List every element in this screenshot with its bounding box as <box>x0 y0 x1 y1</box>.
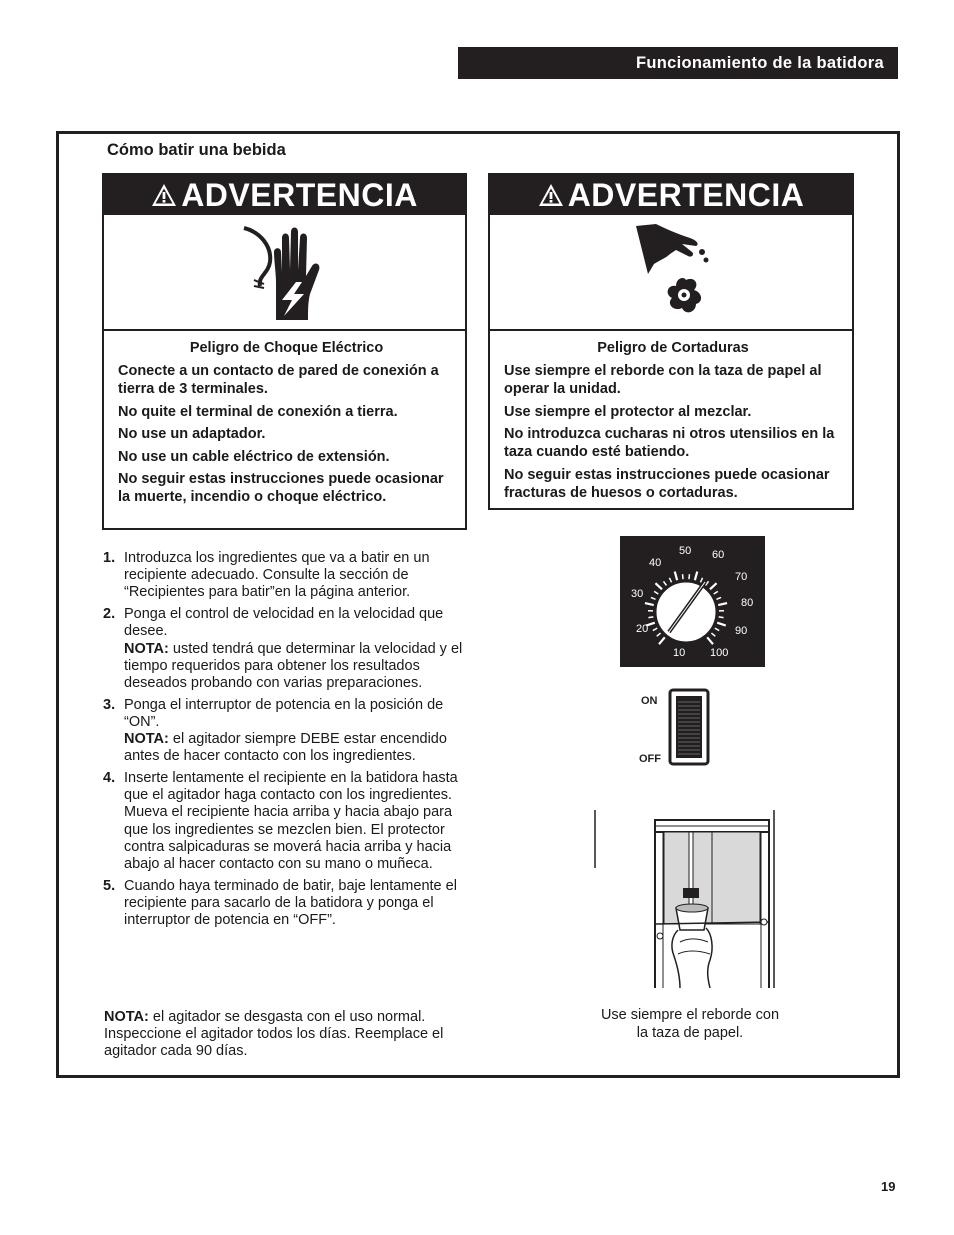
dial-label: 60 <box>712 549 725 561</box>
warning-triangle-icon <box>151 183 177 207</box>
dial-tick <box>645 603 654 605</box>
dial-tick <box>651 597 656 599</box>
note-text: el agitador siempre DEBE estar encendido antes de hacer contacto con los ingredientes. <box>124 731 447 765</box>
dial-label: 30 <box>631 588 644 600</box>
warning-box-electric <box>102 173 467 530</box>
mixer-illustration <box>588 808 778 992</box>
switch-off-label: OFF <box>639 753 661 765</box>
dial-tick <box>664 581 667 585</box>
dial-label: 90 <box>735 625 748 637</box>
final-note <box>104 1009 474 1061</box>
warning-pictogram-area <box>490 215 852 331</box>
cut-hazard-blade-icon <box>616 220 726 324</box>
dial-label: 40 <box>649 557 662 569</box>
section-header-bar <box>458 47 898 79</box>
dial-tick <box>717 623 726 626</box>
section-header-title: Funcionamiento de la batidora <box>636 53 884 72</box>
section-title: Cómo batir una bebida <box>107 141 286 159</box>
warning-body <box>104 331 465 517</box>
dial-tick <box>669 578 671 582</box>
note-text: usted tendrá que determinar la velocidad y el tiempo requeridos para obtener los resultados deseados probando con varias preparaciones. <box>124 640 463 691</box>
dial-tick <box>710 583 717 589</box>
warning-line: No use un cable eléctrico de extensión. <box>118 448 390 465</box>
speed-dial-illustration <box>620 536 765 667</box>
warning-line: No quite el terminal de conexión a tierra. <box>118 403 398 420</box>
warning-title: Peligro de Cortaduras <box>597 340 749 356</box>
warning-line: Use siempre el reborde con la taza de papel al operar la unidad. <box>504 363 822 397</box>
power-switch-illustration <box>636 686 716 772</box>
dial-knob <box>657 583 715 641</box>
dial-tick <box>700 578 702 582</box>
warning-box-cut <box>488 173 854 510</box>
dial-tick <box>659 637 665 644</box>
instruction-steps <box>103 550 463 934</box>
dial-tick <box>695 572 697 581</box>
dial-tick <box>657 633 661 636</box>
dial-tick <box>719 617 724 618</box>
warning-line: Conecte a un contacto de pared de conexión a tierra de 3 terminales. <box>118 363 439 397</box>
note-text: el agitador se desgasta con el uso normal. Inspeccione el agitador todos los días. Reemplace el agitador cada 90 días. <box>104 1009 444 1060</box>
mixer-caption: Use siempre el reborde con la taza de papel. <box>600 1007 780 1041</box>
warning-line: No seguir estas instrucciones puede ocasionar la muerte, incendio o choque eléctrico. <box>118 471 444 505</box>
dial-tick <box>718 603 727 605</box>
dial-tick <box>653 628 657 630</box>
electric-shock-hand-icon <box>230 222 340 322</box>
note-label: NOTA: <box>124 731 169 748</box>
step-item: 4. Inserte lentamente el recipiente en la batidora hasta que el agitador haga contacto con los ingredientes. Mueva el recipiente hacia arriba y hacia abajo para que los ingredientes se mezclen bien. El protector contra salpicaduras se moverá hacia arriba y hacia abajo al hacer contacto con su mano o muñeca. <box>103 769 458 872</box>
step-item: 5. Cuando haya terminado de batir, baje lentamente el recipiente para sacarlo de la batidora y ponga el interruptor de potencia en “OFF”. <box>103 877 457 929</box>
dial-tick <box>648 617 653 618</box>
warning-line: No introduzca cucharas ni otros utensilios en la taza cuando esté batiendo. <box>504 426 835 460</box>
dial-label: 70 <box>735 571 748 583</box>
warning-pictogram-area <box>104 215 465 331</box>
dial-tick <box>711 633 715 636</box>
dial-label: 80 <box>741 597 754 609</box>
dial-tick <box>707 637 713 644</box>
dial-tick <box>715 628 719 630</box>
dial-tick <box>654 591 658 594</box>
warning-line: No seguir estas instrucciones puede ocasionar fracturas de huesos o cortaduras. <box>504 466 830 501</box>
warning-heading: ADVERTENCIA <box>490 175 852 215</box>
warning-line: Use siempre el protector al mezclar. <box>504 403 752 420</box>
dial-tick <box>675 572 677 581</box>
step-item: 2. Ponga el control de velocidad en la velocidad que desee. NOTA: usted tendrá que determinar la velocidad y el tiempo requeridos para obtener los resultados deseados probando con varias preparaciones. <box>103 606 463 691</box>
note-label: NOTA: <box>124 640 169 657</box>
warning-line: No use un adaptador. <box>118 426 266 442</box>
page-number: 19 <box>881 1179 896 1194</box>
dial-tick <box>714 591 718 594</box>
dial-tick <box>716 597 721 599</box>
dial-label: 100 <box>710 647 729 659</box>
step-item: 3. Ponga el interruptor de potencia en la posición de “ON”. NOTA: el agitador siempre DEBE estar encendido antes de hacer contacto con los ingredientes. <box>103 696 447 765</box>
switch-on-label: ON <box>641 695 658 707</box>
step-item: 1. Introduzca los ingredientes que va a batir en un recipiente adecuado. Consulte la sección de “Recipientes para batir”en la página anterior. <box>103 550 430 601</box>
dial-label: 10 <box>673 647 686 659</box>
warning-heading: ADVERTENCIA <box>104 175 465 215</box>
warning-title: Peligro de Choque Eléctrico <box>189 340 384 356</box>
dial-tick <box>655 583 662 589</box>
dial-label: 50 <box>679 545 692 557</box>
note-label: NOTA: <box>104 1009 149 1025</box>
dial-label: 20 <box>636 623 649 635</box>
warning-triangle-icon <box>538 183 564 207</box>
warning-body <box>490 331 852 512</box>
